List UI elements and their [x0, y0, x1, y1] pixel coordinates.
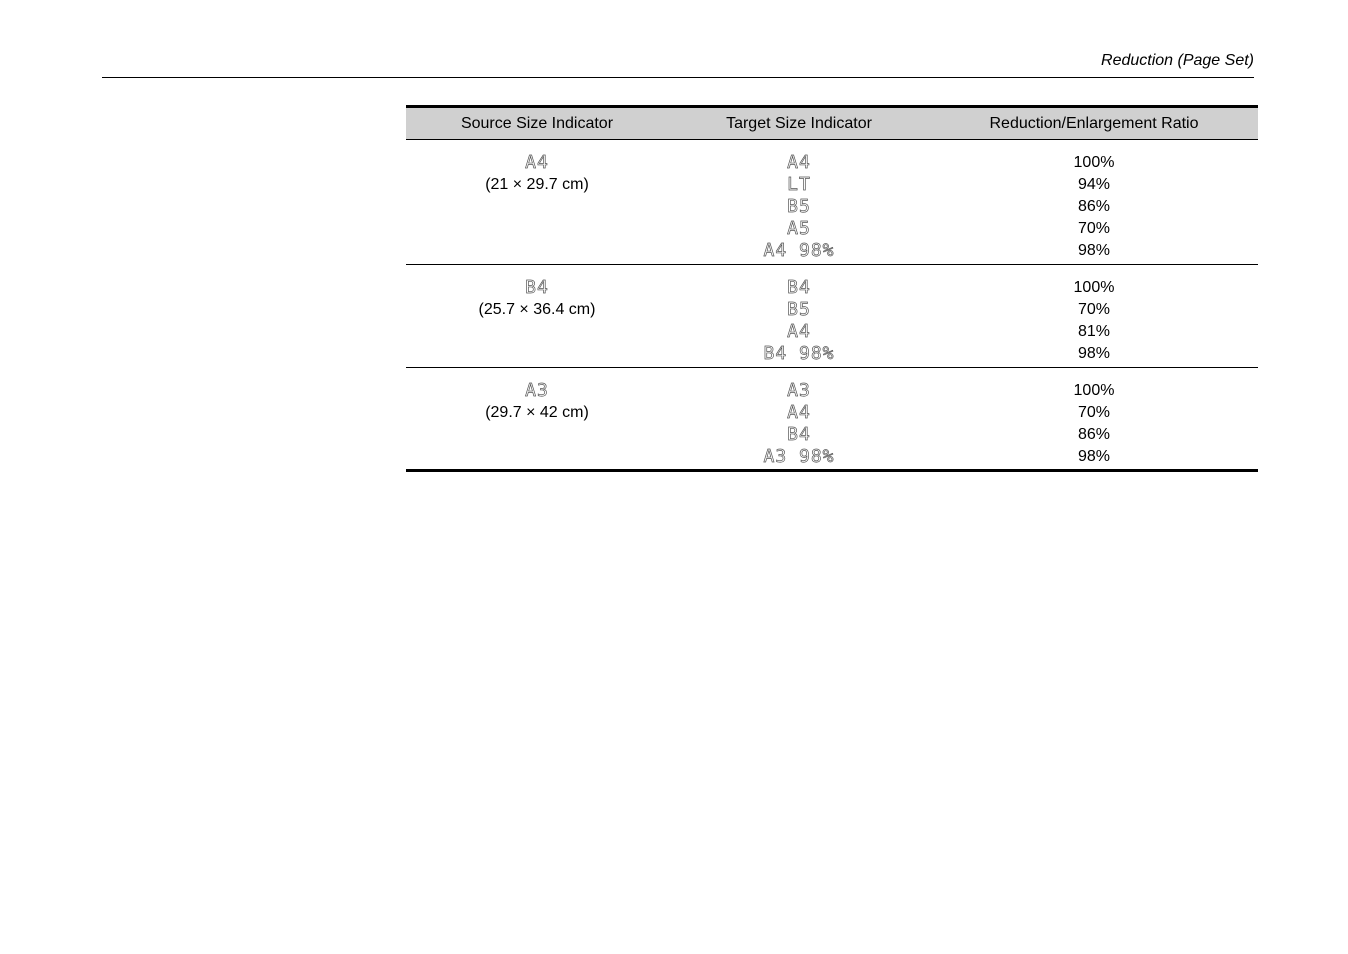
source-size-cell: [406, 368, 668, 471]
column-header-target: Target Size Indicator: [668, 107, 930, 140]
target-size-indicator: A3 98%: [763, 446, 835, 467]
target-size-indicator: A4: [787, 152, 811, 173]
ratio-value: 100%: [1073, 382, 1115, 399]
target-size-indicator: B5: [787, 299, 811, 320]
target-size-indicator: A5: [787, 218, 811, 239]
target-size-indicator: B4: [787, 277, 811, 298]
ratio-value: 100%: [1073, 279, 1115, 296]
running-header-title: Reduction (Page Set): [1101, 52, 1254, 69]
ratio-cell: [930, 140, 1258, 265]
table-group-row: [406, 265, 1258, 368]
ratio-value: 98%: [1077, 448, 1111, 465]
target-size-indicator: A4: [787, 321, 811, 342]
source-size-indicator: B4: [525, 277, 549, 298]
ratio-cell: [930, 368, 1258, 471]
column-header-source: Source Size Indicator: [406, 107, 668, 140]
table-group-row: [406, 368, 1258, 471]
header-divider: [102, 77, 1254, 78]
ratio-value: 86%: [1077, 198, 1111, 215]
source-size-indicator: A4: [525, 152, 549, 173]
target-size-cell: [668, 265, 930, 368]
source-size-dimensions: (21 × 29.7 cm): [485, 176, 589, 193]
target-size-indicator: B5: [787, 196, 811, 217]
table-body: [406, 140, 1258, 471]
table-group-row: [406, 140, 1258, 265]
size-ratio-table: [406, 105, 1258, 472]
target-size-indicator: B4 98%: [763, 343, 835, 364]
target-size-cell: [668, 368, 930, 471]
ratio-value: 86%: [1077, 426, 1111, 443]
ratio-value: 70%: [1077, 220, 1111, 237]
column-header-ratio: Reduction/Enlargement Ratio: [930, 107, 1258, 140]
source-size-cell: [406, 140, 668, 265]
target-size-indicator: B4: [787, 424, 811, 445]
ratio-value: 70%: [1077, 404, 1111, 421]
source-size-indicator: A3: [525, 380, 549, 401]
ratio-value: 100%: [1073, 154, 1115, 171]
target-size-indicator: A4 98%: [763, 240, 835, 261]
ratio-value: 98%: [1077, 345, 1111, 362]
ratio-value: 81%: [1077, 323, 1111, 340]
table-header-row: [406, 107, 1258, 140]
source-size-dimensions: (29.7 × 42 cm): [485, 404, 589, 421]
target-size-indicator: LT: [787, 174, 811, 195]
source-size-dimensions: (25.7 × 36.4 cm): [478, 301, 596, 318]
ratio-value: 70%: [1077, 301, 1111, 318]
ratio-cell: [930, 265, 1258, 368]
target-size-cell: [668, 140, 930, 265]
ratio-value: 98%: [1077, 242, 1111, 259]
ratio-value: 94%: [1077, 176, 1111, 193]
source-size-cell: [406, 265, 668, 368]
target-size-indicator: A4: [787, 402, 811, 423]
target-size-indicator: A3: [787, 380, 811, 401]
